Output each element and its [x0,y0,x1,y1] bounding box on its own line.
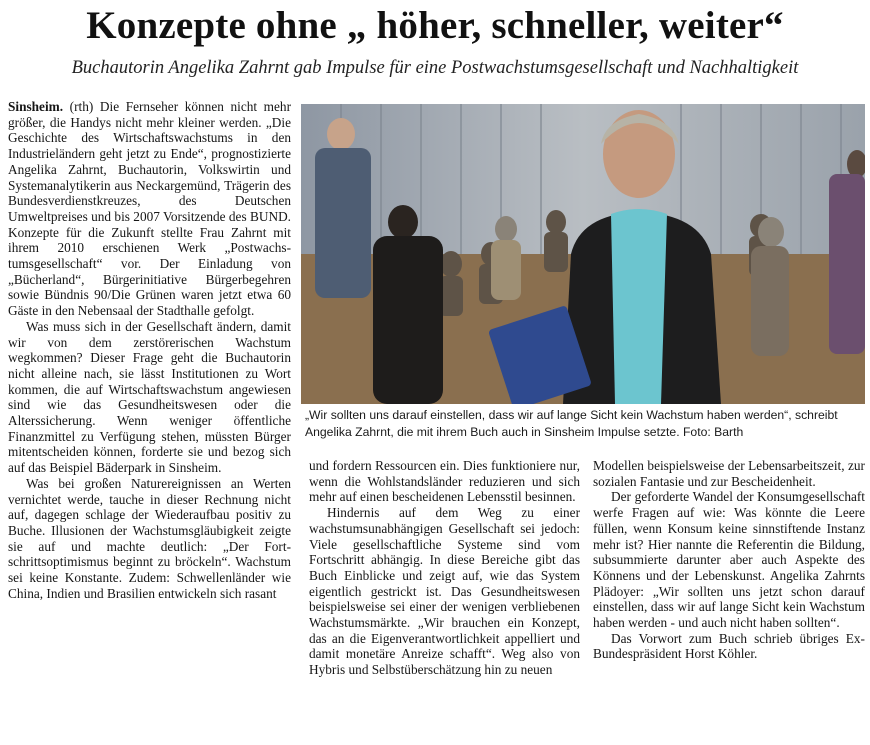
article-column-3 [593,458,865,662]
photo-illustration [301,104,865,404]
paragraph-text: (rth) Die Fernseher können nicht mehr größer, die Handys nicht mehr kleiner werden. „Die Geschichte des Wirtschaftswachstums in den Industrieländern geht jetzt zu Ende“, prognostizierte Angelika Zahrnt, Buchautorin, Volkswirtin und Systemanalytikerin aus Neckargemünd, Trägerin des Bundesverdienstkreuzes, des Deutschen Umweltpreises und bis 2007 Vorsitzende des BUND. Konzepte für die Zukunft stellte Frau Zahrnt mit ihrem 2010 erschienen Werk „Postwachstumsgesellschaft“ vor. Der Einladung von „Bücherland“, Bürgerinitiative Bürgerbegehren sowie Bündnis 90/Die Grünen waren jetzt etwa 60 Gäste in den Nebensaal der Stadthalle gefolgt. [8,99,291,319]
article-paragraph: Was bei großen Naturereignissen an Werten vernichtet werde, tauche in dieser Rechnung nicht auf, dagegen schlage der Wiederaufbau positiv zu Buche. Illusionen der Wachstumsgläubigkeit zeigte sie auf und machte deutlich: „Der Fortschrittsoptimismus beginnt zu bröckeln“. Wachstum sei keine Konstante. Zudem: Schwellenländer wie China, Indien und Brasilien entwickeln sich rasant [8,475,291,601]
article-column-1 [8,99,291,602]
article-column-2 [309,458,580,678]
headline: Konzepte ohne „ höher, schneller, weiter“ [86,4,784,47]
article-paragraph [8,99,291,319]
article-paragraph: Hindernis auf dem Weg zu einer wachstumsunabhängigen Gesellschaft sei jedoch: Viele gesellschaftliche Systeme sind vom Fortschritt abhängig. In diese Bereiche gibt das Buch Einblicke und zeigt auf, wie das System eigentlich gestrickt ist. Das Gesundheitswesen beispielsweise sei einer der wenigen verbliebenen Wachstumsmärkte. „Wir brauchen ein Konzept, das an die Eigenverantwortlichkeit appelliert und damit monetäre Anreize schafft“. Weg also von Hybris und Selbstüberschätzung hin zu neuen [309,505,580,678]
article-paragraph: Was muss sich in der Gesellschaft ändern, damit wir von dem zerstörerischen Wachstum wegkommen? Dieser Frage geht die Buchautorin nicht alleine nach, sie lässt Institutionen zu Wort kommen, die auf Wirtschaftswachstum angewiesen sind wie das Gesundheitswesen oder die Alterssicherung. Wenn weniger öffentliche Finanzmittel zu Verfügung stehen, müssten Bürger mitentscheiden können, forderte sie und bezog sich auf das Beispiel Bäderpark in Sinsheim. [8,318,291,476]
article-paragraph: Modellen beispielsweise der Lebensarbeitszeit, zur sozialen Fantasie und zur Bescheidenheit. [593,458,865,489]
subheadline: Buchautorin Angelika Zahrnt gab Impulse für eine Postwachstumsgesellschaft und Nachhaltigkeit [71,58,799,78]
article-paragraph: und fordern Ressourcen ein. Dies funktioniere nur, wenn die Wohlstandsländer reduzieren und sich mehr auf einen bescheidenen Lebensstil besinnen. [309,458,580,505]
dateline: Sinsheim. [8,99,64,114]
photo-caption: „Wir sollten uns darauf einstellen, dass wir auf lange Sicht kein Wachstum haben werden“, schreibt Angelika Zahrnt, die mit ihrem Buch auch in Sinsheim Impulse setzte. Foto: Barth [305,408,838,439]
article-paragraph: Das Vorwort zum Buch schrieb übriges Ex-Bundespräsident Horst Köhler. [593,630,865,662]
article-paragraph: Der geforderte Wandel der Konsumgesellschaft werfe Fragen auf wie: Was könnte die Leere füllen, wenn Konsum keine sinnstiftende Instanz mehr ist? Hier nannte die Referentin die Bildung, subsummierte darunter aber auch Aspekte des Könnens und der Lebenskunst. Angelika Zahrnts Plädoyer: „Wir sollten uns jetzt schon darauf einstellen, dass wir auf lange Sicht kein Wachstum haben werden - und auch nicht haben sollten“. [593,489,865,631]
article-photo [301,104,865,404]
